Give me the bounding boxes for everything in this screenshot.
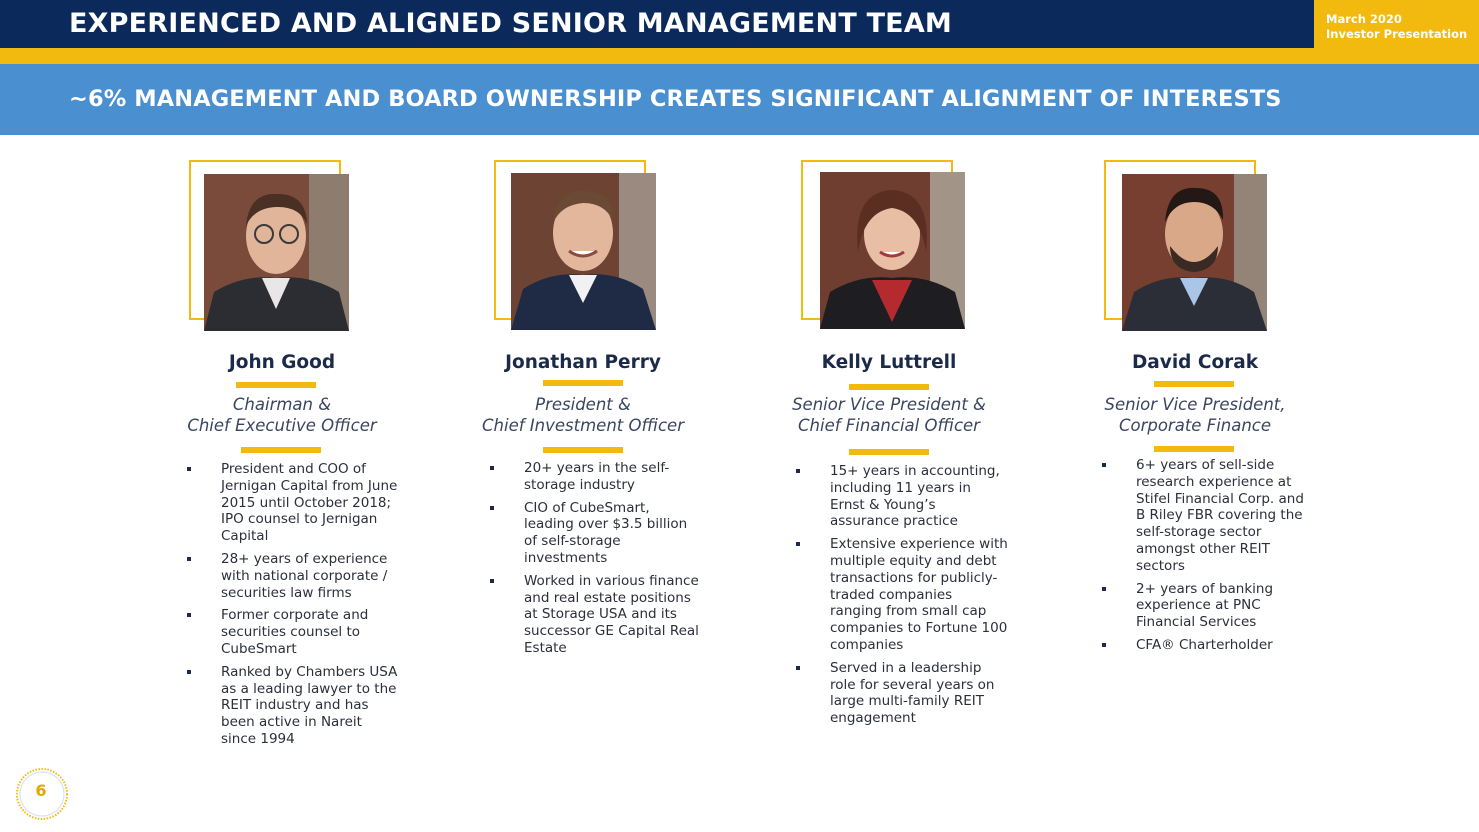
bio-list (488, 460, 702, 663)
role-underline (543, 447, 623, 453)
bio-item: 2+ years of banking experience at PNC Financial Services (1100, 581, 1314, 631)
role-line: Senior Vice President, (1104, 395, 1286, 414)
role-underline (1154, 446, 1234, 452)
role-line: Corporate Finance (1118, 416, 1272, 435)
subtitle-bar (0, 64, 1479, 135)
person-role (1045, 394, 1345, 436)
date-label: March 2020 (1326, 12, 1402, 26)
date-box (1314, 0, 1479, 64)
gold-divider (0, 48, 1314, 64)
portrait-photo (820, 172, 965, 329)
person-role (739, 394, 1039, 436)
bio-item: Worked in various finance and real estate positions at Storage USA and its successor GE Capital Real Estate (488, 573, 702, 657)
role-line: Chief Financial Officer (798, 416, 980, 435)
portrait-photo (1122, 174, 1267, 331)
name-underline (849, 384, 929, 390)
name-underline (1154, 381, 1234, 387)
subtitle: ~6% MANAGEMENT AND BOARD OWNERSHIP CREATES SIGNIFICANT ALIGNMENT OF INTERESTS (69, 86, 1282, 112)
name-underline (236, 382, 316, 388)
person-name: Jonathan Perry (505, 352, 661, 373)
person-role (132, 394, 432, 436)
bio-item: 15+ years in accounting, including 11 years in Ernst & Young’s assurance practice (794, 463, 1008, 530)
role-line: President & (535, 395, 631, 414)
bio-item: CFA® Charterholder (1100, 637, 1314, 654)
role-line: Chairman & (232, 395, 332, 414)
bio-item: 28+ years of experience with national corporate / securities law firms (185, 551, 399, 601)
person-name: Kelly Luttrell (821, 352, 957, 373)
bio-item: CIO of CubeSmart, leading over $3.5 billion of self-storage investments (488, 500, 702, 567)
bio-item: 6+ years of sell-side research experience at Stifel Financial Corp. and B Riley FBR covering the self-storage sector amongst other REIT sectors (1100, 457, 1314, 575)
name-underline (543, 380, 623, 386)
doc-label: Investor Presentation (1326, 27, 1468, 41)
page-title: EXPERIENCED AND ALIGNED SENIOR MANAGEMENT TEAM (69, 8, 952, 39)
bio-item: President and COO of Jernigan Capital from June 2015 until October 2018; IPO counsel to Jernigan Capital (185, 461, 399, 545)
role-underline (849, 449, 929, 455)
bio-item: Former corporate and securities counsel to CubeSmart (185, 607, 399, 657)
bio-item: Ranked by Chambers USA as a leading lawyer to the REIT industry and has been active in Nareit since 1994 (185, 664, 399, 748)
bio-list (794, 463, 1008, 733)
person-name: David Corak (1131, 352, 1259, 373)
bio-list (185, 461, 399, 754)
role-underline (241, 447, 321, 453)
bio-item: 20+ years in the self-storage industry (488, 460, 702, 494)
portrait-photo (511, 173, 656, 330)
bio-item: Extensive experience with multiple equity and debt transactions for publicly-traded companies ranging from small cap companies to Fortune 100 companies (794, 536, 1008, 654)
portrait-photo (204, 174, 349, 331)
person-name: John Good (228, 352, 336, 373)
bio-item: Served in a leadership role for several years on large multi-family REIT engagement (794, 660, 1008, 727)
bio-list (1100, 457, 1314, 660)
title-bar (0, 0, 1314, 48)
role-line: Senior Vice President & (792, 395, 986, 414)
page-number: 6 (35, 781, 47, 800)
person-role (433, 394, 733, 436)
role-line: Chief Executive Officer (187, 416, 377, 435)
role-line: Chief Investment Officer (482, 416, 684, 435)
